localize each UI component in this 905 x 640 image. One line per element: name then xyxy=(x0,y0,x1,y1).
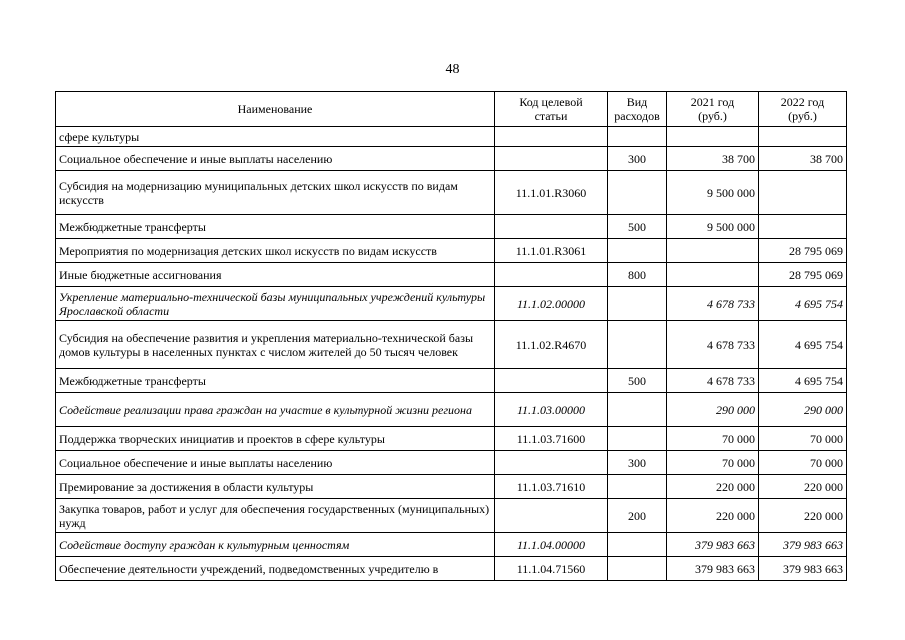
name-cell: Социальное обеспечение и иные выплаты населению xyxy=(56,147,495,171)
amount-2022-cell: 4 695 754 xyxy=(759,287,847,321)
header-2022-line2: (руб.) xyxy=(788,109,817,123)
code-cell xyxy=(495,127,608,147)
table-row xyxy=(56,147,847,171)
amount-2021-cell: 4 678 733 xyxy=(667,287,759,321)
amount-2022-cell: 70 000 xyxy=(759,451,847,475)
amount-2022-cell xyxy=(759,127,847,147)
budget-table xyxy=(55,91,847,581)
name-cell: Мероприятия по модернизация детских школ искусств по видам искусств xyxy=(56,239,495,263)
amount-2021-cell: 220 000 xyxy=(667,499,759,533)
table-row xyxy=(56,239,847,263)
expense-type-cell: 200 xyxy=(608,499,667,533)
amount-2021-cell: 290 000 xyxy=(667,393,759,427)
header-2021-line2: (руб.) xyxy=(698,109,727,123)
expense-type-cell xyxy=(608,475,667,499)
code-cell: 11.1.03.71600 xyxy=(495,427,608,451)
amount-2022-cell: 220 000 xyxy=(759,499,847,533)
code-cell: 11.1.04.00000 xyxy=(495,533,608,557)
expense-type-cell: 500 xyxy=(608,369,667,393)
code-cell: 11.1.02.00000 xyxy=(495,287,608,321)
name-cell: Субсидия на модернизацию муниципальных детских школ искусств по видам искусств xyxy=(56,171,495,215)
table-row xyxy=(56,451,847,475)
table-row xyxy=(56,369,847,393)
name-cell: Поддержка творческих инициатив и проектов в сфере культуры xyxy=(56,427,495,451)
amount-2022-cell: 290 000 xyxy=(759,393,847,427)
code-cell: 11.1.01.R3060 xyxy=(495,171,608,215)
expense-type-cell xyxy=(608,321,667,369)
expense-type-cell: 800 xyxy=(608,263,667,287)
expense-type-cell: 300 xyxy=(608,147,667,171)
amount-2022-cell: 379 983 663 xyxy=(759,533,847,557)
header-2022 xyxy=(759,92,847,127)
amount-2021-cell xyxy=(667,263,759,287)
code-cell xyxy=(495,369,608,393)
amount-2022-cell: 4 695 754 xyxy=(759,369,847,393)
header-2021 xyxy=(667,92,759,127)
table-row xyxy=(56,533,847,557)
amount-2021-cell: 4 678 733 xyxy=(667,369,759,393)
name-cell: Социальное обеспечение и иные выплаты населению xyxy=(56,451,495,475)
expense-type-cell xyxy=(608,557,667,581)
code-cell xyxy=(495,499,608,533)
name-cell: Содействие доступу граждан к культурным ценностям xyxy=(56,533,495,557)
header-expense-type xyxy=(608,92,667,127)
code-cell: 11.1.02.R4670 xyxy=(495,321,608,369)
amount-2021-cell: 220 000 xyxy=(667,475,759,499)
table-row xyxy=(56,287,847,321)
header-code-line2: статьи xyxy=(534,109,568,123)
expense-type-cell xyxy=(608,127,667,147)
header-name xyxy=(56,92,495,127)
amount-2021-cell xyxy=(667,127,759,147)
table-row xyxy=(56,393,847,427)
page-number: 48 xyxy=(445,62,460,77)
header-name-line: Наименование xyxy=(237,102,313,116)
amount-2021-cell: 70 000 xyxy=(667,451,759,475)
amount-2022-cell xyxy=(759,215,847,239)
expense-type-cell xyxy=(608,427,667,451)
name-cell: Иные бюджетные ассигнования xyxy=(56,263,495,287)
amount-2021-cell: 9 500 000 xyxy=(667,215,759,239)
name-cell: Межбюджетные трансферты xyxy=(56,215,495,239)
code-cell xyxy=(495,451,608,475)
table-body xyxy=(56,127,847,581)
amount-2021-cell xyxy=(667,239,759,263)
code-cell: 11.1.01.R3061 xyxy=(495,239,608,263)
header-code xyxy=(495,92,608,127)
amount-2021-cell: 38 700 xyxy=(667,147,759,171)
header-expense-line2: расходов xyxy=(614,109,660,123)
expense-type-cell xyxy=(608,239,667,263)
expense-type-cell: 300 xyxy=(608,451,667,475)
amount-2021-cell: 379 983 663 xyxy=(667,533,759,557)
code-cell: 11.1.03.00000 xyxy=(495,393,608,427)
amount-2022-cell: 38 700 xyxy=(759,147,847,171)
code-cell xyxy=(495,215,608,239)
table-row xyxy=(56,427,847,451)
table-row xyxy=(56,557,847,581)
amount-2022-cell: 4 695 754 xyxy=(759,321,847,369)
header-2021-line1: 2021 год xyxy=(690,95,735,109)
name-cell: Закупка товаров, работ и услуг для обеспечения государственных (муниципальных) нужд xyxy=(56,499,495,533)
name-cell: Субсидия на обеспечение развития и укрепления материально-технической базы домов культуры в населенных пунктах с числом жителей до 50 тысяч человек xyxy=(56,321,495,369)
table-row xyxy=(56,321,847,369)
amount-2022-cell: 70 000 xyxy=(759,427,847,451)
code-cell xyxy=(495,147,608,171)
amount-2021-cell: 70 000 xyxy=(667,427,759,451)
amount-2021-cell: 379 983 663 xyxy=(667,557,759,581)
expense-type-cell xyxy=(608,393,667,427)
amount-2021-cell: 4 678 733 xyxy=(667,321,759,369)
amount-2022-cell xyxy=(759,171,847,215)
table-row xyxy=(56,127,847,147)
name-cell: Содействие реализации права граждан на участие в культурной жизни региона xyxy=(56,393,495,427)
expense-type-cell xyxy=(608,533,667,557)
name-cell: Межбюджетные трансферты xyxy=(56,369,495,393)
amount-2022-cell: 28 795 069 xyxy=(759,239,847,263)
code-cell xyxy=(495,263,608,287)
table-row xyxy=(56,215,847,239)
name-cell: Обеспечение деятельности учреждений, подведомственных учредителю в xyxy=(56,557,495,581)
table-row xyxy=(56,263,847,287)
amount-2022-cell: 220 000 xyxy=(759,475,847,499)
header-expense-line1: Вид xyxy=(626,95,648,109)
code-cell: 11.1.04.71560 xyxy=(495,557,608,581)
table-row xyxy=(56,171,847,215)
name-cell: Премирование за достижения в области культуры xyxy=(56,475,495,499)
code-cell: 11.1.03.71610 xyxy=(495,475,608,499)
table-header-row xyxy=(56,92,847,127)
name-cell: Укрепление материально-технической базы муниципальных учреждений культуры Ярославской области xyxy=(56,287,495,321)
table-row xyxy=(56,499,847,533)
header-code-line1: Код целевой xyxy=(519,95,583,109)
header-2022-line1: 2022 год xyxy=(780,95,825,109)
amount-2022-cell: 379 983 663 xyxy=(759,557,847,581)
expense-type-cell: 500 xyxy=(608,215,667,239)
name-cell: сфере культуры xyxy=(56,127,495,147)
expense-type-cell xyxy=(608,171,667,215)
amount-2022-cell: 28 795 069 xyxy=(759,263,847,287)
amount-2021-cell: 9 500 000 xyxy=(667,171,759,215)
table-row xyxy=(56,475,847,499)
expense-type-cell xyxy=(608,287,667,321)
